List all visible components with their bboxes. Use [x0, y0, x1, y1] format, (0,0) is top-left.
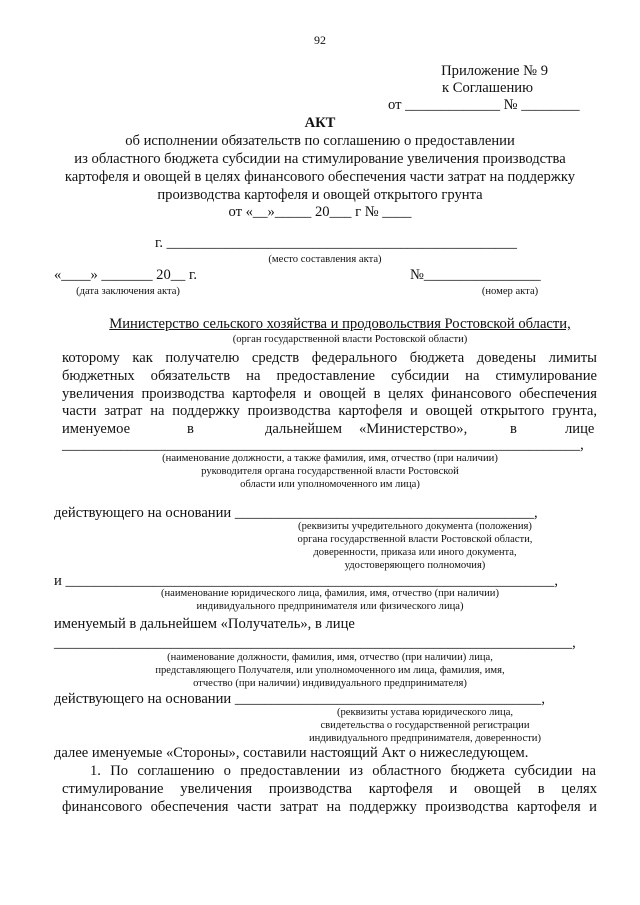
recipient-representative-caption: представляющего Получателя, или уполномоченного им лица, фамилия, имя, — [155, 665, 505, 676]
ministry-representative-caption: руководителя органа государственной власти Ростовской — [201, 466, 459, 477]
ministry-basis-caption: органа государственной власти Ростовской области, — [297, 534, 533, 545]
ministry-representative-line: _______________________________________________________________________, — [62, 437, 584, 453]
body-line: бюджетных обязательств на предоставление субсидии на стимулирование — [62, 368, 597, 384]
body-line: которому как получателю средств федерального бюджета доведены лимиты — [62, 350, 597, 366]
ministry-basis-caption: (реквизиты учредительного документа (положения) — [298, 521, 532, 532]
act-number-field: №________________ — [410, 267, 541, 283]
recipient-basis-caption: свидетельства о государственной регистрации — [320, 720, 530, 731]
recipient-basis-caption: (реквизиты устава юридического лица, — [336, 707, 514, 718]
clause-1-line: стимулирование увеличения производства картофеля и овощей в целях — [62, 781, 597, 797]
named-word: именуемое — [62, 421, 131, 437]
recipient-representative-caption: (наименование должности, фамилия, имя, отчество (при наличии) лица, — [167, 652, 493, 663]
ministry-representative-caption: (наименование должности, а также фамилия, имя, отчество (при наличии) — [162, 453, 498, 464]
act-title: АКТ — [304, 115, 336, 131]
ministry-basis-caption: доверенности, приказа или иного документа, — [313, 547, 517, 558]
act-date-caption: (дата заключения акта) — [76, 286, 180, 297]
named-word: в — [187, 421, 194, 437]
place-line: г. ________________________________________________ — [155, 235, 517, 251]
named-word: лице — [565, 421, 595, 437]
ministry-basis-caption: удостоверяющего полномочия) — [344, 560, 486, 571]
named-word: в — [510, 421, 517, 437]
act-subtitle-line: производства картофеля и овощей открытого грунта — [157, 187, 483, 203]
act-subtitle-line: картофеля и овощей в целях финансового обеспечения части затрат на поддержку — [64, 169, 576, 185]
recipient-caption: (наименование юридического лица, фамилия, имя, отчество (при наличии) — [160, 588, 499, 599]
recipient-representative-line: _______________________________________________________________________, — [54, 635, 576, 651]
clause-1-line: 1. По соглашению о предоставлении из областного бюджета субсидии на — [90, 763, 596, 779]
named-word: дальнейшем — [265, 421, 343, 437]
recipient-representative-caption: отчество (при наличии) индивидуального предпринимателя) — [193, 678, 467, 689]
recipient-caption: индивидуального предпринимателя или физического лица) — [196, 601, 464, 612]
ministry-basis-line: действующего на основании _________________________________________, — [54, 505, 538, 521]
ministry-caption: (орган государственной власти Ростовской области) — [232, 334, 468, 345]
recipient-basis-line: действующего на основании __________________________________________, — [54, 691, 545, 707]
recipient-line: и ___________________________________________________________________, — [54, 573, 558, 589]
ministry-name: Министерство сельского хозяйства и продовольствия Ростовской области, — [109, 316, 571, 332]
body-line: части затрат на поддержку производства картофеля и овощей открытого грунта, — [62, 403, 597, 419]
body-line: увеличения производства картофеля и овощей в целях финансового обеспечения — [62, 386, 597, 402]
annex-date-number: от _____________ № ________ — [388, 97, 580, 113]
act-date-field: «____» _______ 20__ г. — [54, 267, 197, 283]
clause-1-line: финансового обеспечения части затрат на поддержку производства картофеля и — [62, 799, 597, 815]
recipient-named: именуемый в дальнейшем «Получатель», в лице — [54, 616, 355, 632]
annex-agreement: к Соглашению — [441, 80, 533, 96]
act-number-caption: (номер акта) — [481, 286, 539, 297]
act-subtitle-line: об исполнении обязательств по соглашению о предоставлении — [125, 133, 515, 149]
act-subtitle-line: из областного бюджета субсидии на стимулирование увеличения производства — [74, 151, 566, 167]
page-number: 92 — [314, 33, 326, 47]
act-date-number: от «__»_____ 20___ г № ____ — [228, 204, 412, 220]
ministry-representative-caption: области или уполномоченного им лица) — [240, 479, 420, 490]
annex-title: Приложение № 9 — [441, 63, 548, 79]
parties-statement: далее именуемые «Стороны», составили настоящий Акт о нижеследующем. — [54, 745, 529, 761]
named-word: «Министерство», — [359, 421, 468, 437]
place-caption: (место составления акта) — [268, 254, 382, 265]
recipient-basis-caption: индивидуального предпринимателя, доверенности) — [308, 733, 542, 744]
